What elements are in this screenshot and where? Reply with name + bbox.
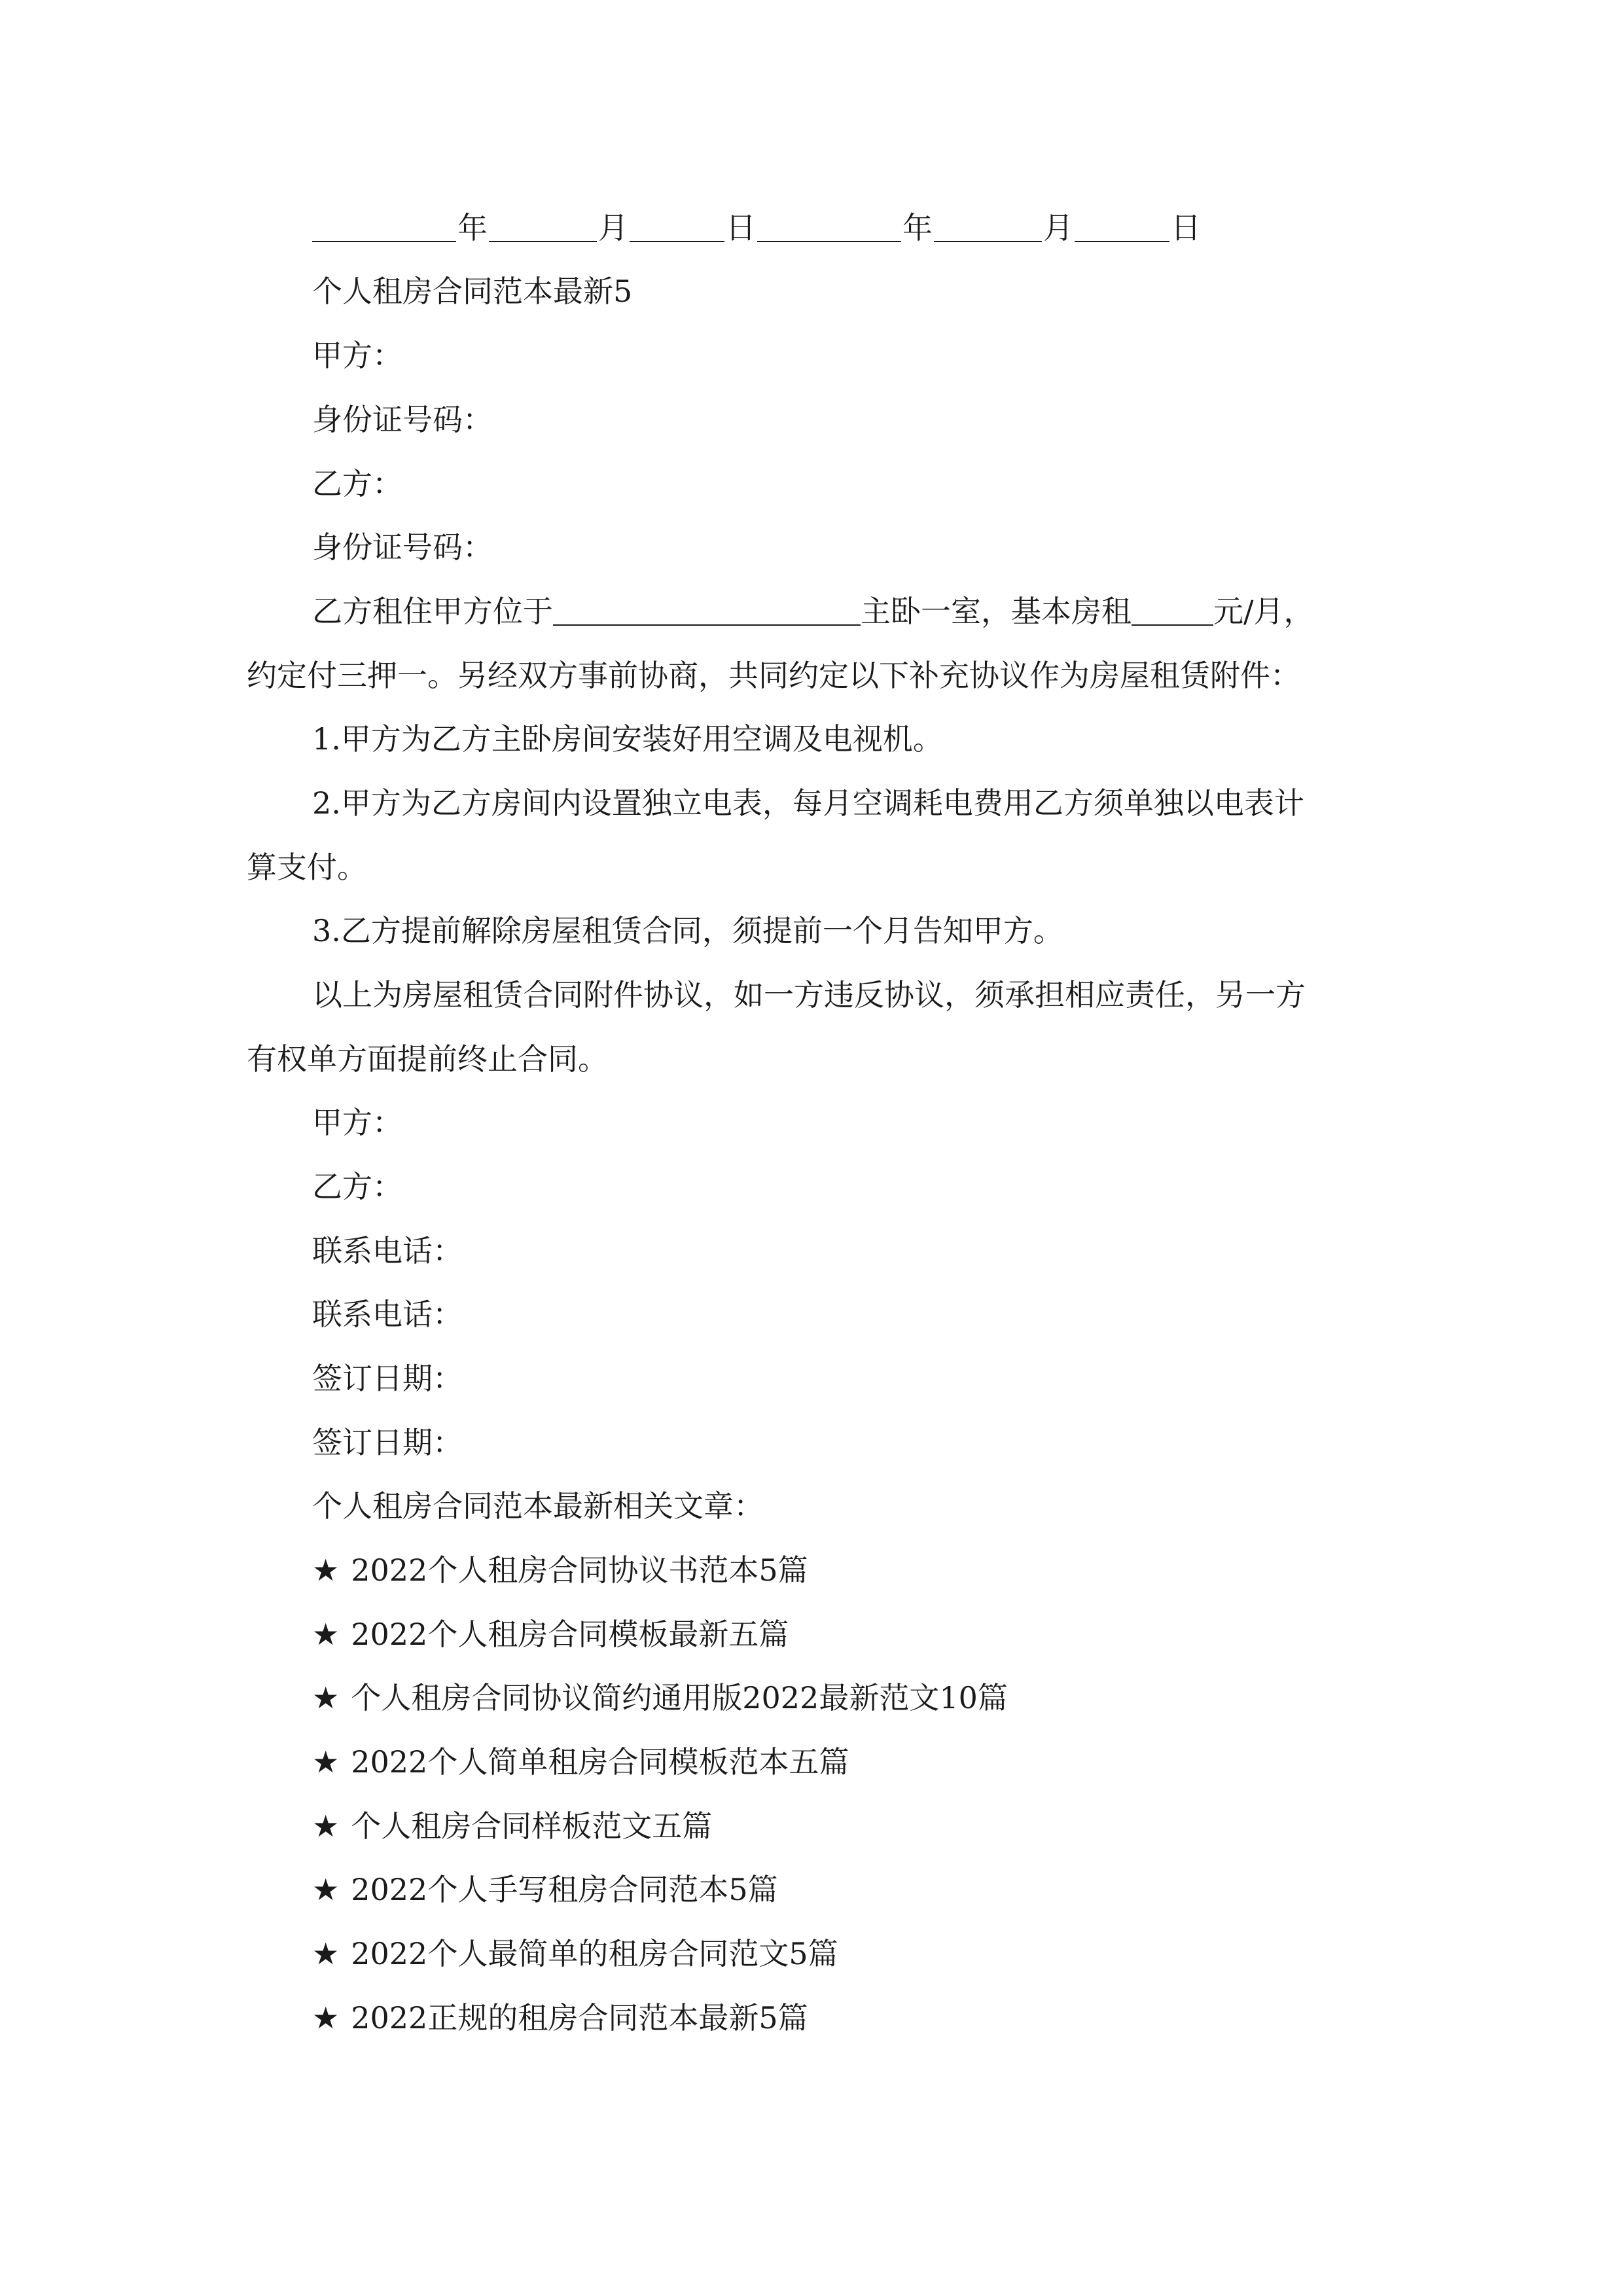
- star-icon: ★: [312, 1680, 340, 1715]
- blank-year-1: [312, 212, 456, 242]
- related-article-link[interactable]: [312, 1870, 778, 1909]
- rent-clause-line-2: 约定付三押一。另经双方事前协商，共同约定以下补充协议作为房屋租赁附件：: [247, 658, 1300, 693]
- related-article-link[interactable]: [312, 1806, 712, 1846]
- year-label: 年: [457, 210, 488, 245]
- party-a-label: 甲方：: [312, 338, 402, 373]
- blank-year-2: [757, 212, 901, 242]
- party-b-id-label: 身份证号码：: [312, 529, 493, 565]
- star-icon: ★: [312, 1552, 340, 1588]
- contact-phone-1: 联系电话：: [312, 1233, 463, 1268]
- star-icon: ★: [312, 1872, 340, 1907]
- day-label: 日: [726, 210, 756, 245]
- month-label: 月: [1043, 210, 1073, 245]
- signature-party-b: 乙方：: [312, 1169, 402, 1204]
- agreement-item-1: 1.甲方为乙方主卧房间安装好用空调及电视机。: [312, 721, 943, 757]
- rent-clause-line-1: [312, 592, 1314, 631]
- related-article-title[interactable]: 个人租房合同协议简约通用版2022最新范文10篇: [351, 1680, 1008, 1715]
- related-article-link[interactable]: [312, 1742, 849, 1782]
- related-article-title[interactable]: 2022个人租房合同模板最新五篇: [351, 1617, 789, 1652]
- related-article-link[interactable]: [312, 1615, 789, 1654]
- star-icon: ★: [312, 1936, 340, 1971]
- related-article-title[interactable]: 2022正规的租房合同范本最新5篇: [351, 2000, 808, 2036]
- blank-address: [553, 596, 861, 626]
- rent-clause-text-c: 元/月，: [1213, 594, 1314, 629]
- sign-date-1: 签订日期：: [312, 1361, 463, 1396]
- sign-date-2: 签订日期：: [312, 1425, 463, 1460]
- blank-month-1: [489, 212, 597, 242]
- related-article-title[interactable]: 2022个人简单租房合同模板范本五篇: [351, 1744, 849, 1780]
- year-label: 年: [902, 210, 933, 245]
- related-article-title[interactable]: 个人租房合同样板范文五篇: [351, 1808, 713, 1844]
- related-article-link[interactable]: [312, 1678, 1008, 1717]
- day-label: 日: [1171, 210, 1201, 245]
- related-article-link[interactable]: [312, 1551, 808, 1590]
- contract-title: 个人租房合同范本最新5: [312, 274, 633, 309]
- closing-paragraph-line-1: 以上为房屋租赁合同附件协议，如一方违反协议，须承担相应责任，另一方: [312, 977, 1306, 1013]
- date-line: [312, 208, 1202, 247]
- month-label: 月: [598, 210, 628, 245]
- signature-party-a: 甲方：: [312, 1105, 402, 1140]
- related-article-link[interactable]: [312, 1998, 808, 2037]
- rent-clause-text-a: 乙方租住甲方位于: [312, 594, 553, 629]
- agreement-item-3: 3.乙方提前解除房屋租赁合同，须提前一个月告知甲方。: [312, 913, 1063, 948]
- related-article-title[interactable]: 2022个人最简单的租房合同范文5篇: [351, 1936, 838, 1971]
- rent-clause-text-b: 主卧一室，基本房租: [861, 594, 1132, 629]
- agreement-item-2-line-2: 算支付。: [247, 850, 367, 885]
- star-icon: ★: [312, 1744, 340, 1780]
- blank-rent-amount: [1132, 596, 1213, 626]
- contact-phone-2: 联系电话：: [312, 1297, 463, 1332]
- blank-day-1: [630, 212, 724, 242]
- blank-month-2: [934, 212, 1042, 242]
- related-article-link[interactable]: [312, 1934, 838, 1973]
- agreement-item-2-line-1: 2.甲方为乙方房间内设置独立电表，每月空调耗电费用乙方须单独以电表计: [312, 785, 1304, 821]
- star-icon: ★: [312, 1808, 340, 1844]
- related-article-title[interactable]: 2022个人手写租房合同范本5篇: [351, 1872, 778, 1907]
- star-icon: ★: [312, 1617, 340, 1652]
- blank-day-2: [1075, 212, 1169, 242]
- party-b-label: 乙方：: [312, 466, 402, 501]
- closing-paragraph-line-2: 有权单方面提前终止合同。: [247, 1041, 608, 1077]
- party-a-id-label: 身份证号码：: [312, 402, 493, 437]
- related-articles-heading: 个人租房合同范本最新相关文章：: [312, 1488, 764, 1524]
- related-article-title[interactable]: 2022个人租房合同协议书范本5篇: [351, 1552, 808, 1588]
- star-icon: ★: [312, 2000, 340, 2036]
